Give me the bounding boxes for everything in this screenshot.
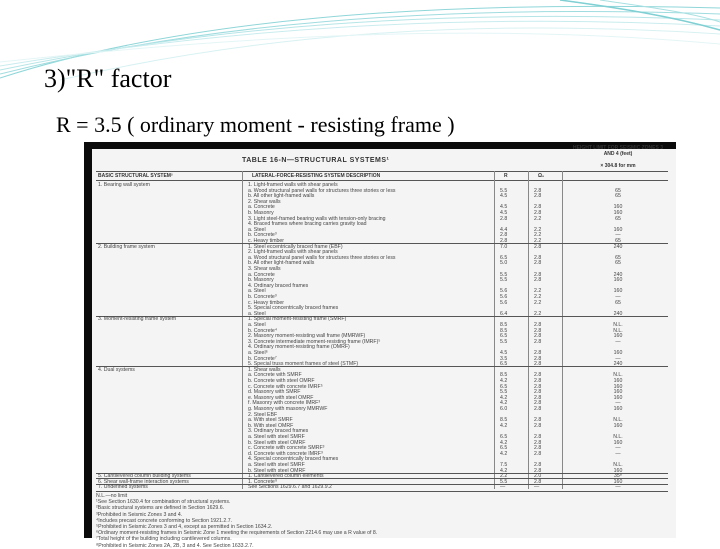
cell-r-value: 4.2: [500, 394, 508, 401]
cell-omega-value: 2.8: [534, 254, 542, 261]
cell-r-value: 5.6: [500, 294, 508, 300]
cell-omega-value: 2.2: [534, 288, 542, 295]
cell-r-value: 6.5: [500, 361, 508, 368]
cell-basic-system: 4. Dual systems: [98, 366, 135, 373]
cell-omega-value: 2.8: [534, 355, 542, 362]
cell-omega-value: 2.2: [534, 232, 542, 239]
cell-lateral-system: a. Steel: [248, 310, 266, 317]
cell-height-limit: 160: [613, 333, 623, 340]
cell-lateral-system: 5. Special concentrically braced frames: [248, 305, 339, 312]
cell-height-limit: —: [615, 232, 621, 239]
cell-r-value: 5.5: [500, 338, 508, 345]
cell-r-value: 5.5: [500, 478, 508, 485]
cell-height-limit: 240: [613, 361, 623, 368]
cell-omega-value: 2.8: [534, 277, 542, 284]
cell-height-limit: 240: [613, 243, 623, 250]
cell-height-limit: N.L.: [613, 462, 623, 468]
cell-height-limit: 160: [613, 406, 623, 412]
cell-height-limit: —: [615, 400, 621, 407]
cell-omega-value: 2.8: [534, 333, 542, 340]
cell-lateral-system: a. Steel: [248, 288, 266, 295]
cell-lateral-system: a. With steel SMRF: [248, 417, 293, 424]
cell-omega-value: 2.8: [534, 204, 542, 211]
cell-r-value: 6.5: [500, 434, 508, 440]
cell-r-value: 4.2: [500, 400, 508, 407]
cell-height-limit: —: [615, 294, 621, 300]
cell-height-limit: —: [615, 450, 621, 457]
cell-height-limit: 65: [615, 299, 621, 306]
cell-lateral-system: 5. Special truss moment frames of steel (STMF): [248, 361, 359, 368]
cell-r-value: 5.5: [500, 389, 508, 396]
cell-lateral-system: a. Steel⁶: [248, 350, 268, 356]
cell-lateral-system: f. Masonry with concrete IMRF³: [248, 400, 321, 407]
cell-lateral-system: 3. Ordinary braced frames: [248, 428, 309, 435]
structural-systems-table-image: [92, 145, 676, 549]
cell-lateral-system: See Sections 1629.6.7 and 1629.9.2: [248, 484, 332, 491]
cell-height-limit: 160: [613, 422, 623, 429]
cell-omega-value: 2.8: [534, 478, 542, 485]
cell-omega-value: 2.8: [534, 260, 542, 267]
cell-lateral-system: a. Steel with steel SMRF: [248, 462, 305, 468]
cell-lateral-system: e. Masonry with steel OMRF: [248, 394, 314, 401]
cell-r-value: 4.2: [500, 378, 508, 384]
cell-omega-value: 2.8: [534, 187, 542, 194]
cell-lateral-system: a. Steel: [248, 322, 266, 328]
header-bottom-rule: [96, 180, 668, 181]
cell-omega-value: 2.2: [534, 294, 542, 300]
cell-omega-value: 2.8: [534, 378, 542, 384]
cell-basic-system: 6. Shear wall-frame interaction systems: [98, 478, 189, 485]
cell-lateral-system: 3. Shear walls: [248, 266, 281, 272]
cell-lateral-system: b. Concrete³: [248, 294, 277, 300]
cell-omega-value: 2.8: [534, 450, 542, 457]
cell-height-limit: 160: [613, 467, 623, 474]
cell-height-limit: 160: [613, 350, 623, 356]
cell-lateral-system: a. Wood structural panel walls for structures three stories or less: [248, 187, 396, 194]
cell-lateral-system: a. Steel with steel SMRF: [248, 434, 305, 440]
row-group-divider: [96, 316, 668, 317]
cell-height-limit: 160: [613, 389, 623, 396]
cell-height-limit: —: [615, 445, 621, 452]
cell-omega-value: 2.2: [534, 215, 542, 222]
cell-r-value: 4.5: [500, 350, 508, 356]
cell-omega-value: 2.2: [534, 299, 542, 306]
cell-height-limit: —: [615, 338, 621, 345]
table-title: TABLE 16-N—STRUCTURAL SYSTEMS¹: [242, 157, 390, 164]
cell-height-limit: 65: [615, 238, 621, 244]
cell-lateral-system: 3. Concrete intermediate moment-resisting frame (IMRF)⁵: [248, 338, 381, 345]
cell-r-value: 7.5: [500, 462, 508, 468]
cell-basic-system: 5. Cantilevered column building systems: [98, 473, 191, 480]
cell-omega-value: 2.8: [534, 327, 542, 334]
cell-r-value: 4.4: [500, 226, 508, 233]
header-height-unit: × 304.8 for mm: [600, 163, 636, 169]
cell-r-value: 6.5: [500, 254, 508, 261]
footnote: N.L.—no limit: [96, 493, 128, 499]
cell-r-value: 5.5: [500, 187, 508, 194]
cell-omega-value: 2.8: [534, 210, 542, 216]
cell-lateral-system: a. Concrete with SMRF: [248, 372, 302, 379]
cell-height-limit: N.L.: [613, 417, 623, 424]
cell-lateral-system: b. With steel OMRF: [248, 422, 294, 429]
cell-r-value: 4.2: [500, 439, 508, 446]
cell-lateral-system: 4. Ordinary braced frames: [248, 282, 309, 289]
cell-r-value: 2.2: [500, 473, 508, 480]
cell-height-limit: 160: [613, 210, 623, 216]
cell-r-value: 2.8: [500, 232, 508, 239]
cell-height-limit: 65: [615, 215, 621, 222]
column-divider: [562, 171, 563, 489]
cell-r-value: 6.5: [500, 333, 508, 340]
cell-omega-value: 2.8: [534, 462, 542, 468]
cell-height-limit: 160: [613, 378, 623, 384]
cell-r-value: 5.6: [500, 299, 508, 306]
cell-r-value: 5.0: [500, 260, 508, 267]
cell-height-limit: 65: [615, 254, 621, 261]
cell-r-value: 5.5: [500, 277, 508, 284]
cell-r-value: 2.8: [500, 215, 508, 222]
cell-lateral-system: 4. Braced frames where bracing carries gravity load: [248, 221, 367, 228]
cell-r-value: 3.5: [500, 355, 508, 362]
cell-omega-value: 2.8: [534, 243, 542, 250]
cell-r-value: 8.5: [500, 327, 508, 334]
cell-omega-value: 2.8: [534, 338, 542, 345]
cell-omega-value: —: [534, 484, 540, 491]
cell-omega-value: 2.8: [534, 383, 542, 390]
cell-r-value: 4.5: [500, 210, 508, 216]
footnote: ²Basic structural systems are defined in Section 1629.6.: [96, 505, 225, 512]
cell-r-value: 8.5: [500, 372, 508, 379]
cell-lateral-system: a. Concrete: [248, 204, 275, 211]
cell-lateral-system: 4. Special concentrically braced frames: [248, 456, 339, 463]
cell-r-value: 6.4: [500, 310, 508, 317]
cell-lateral-system: g. Masonry with masonry MMRWF: [248, 406, 328, 412]
cell-r-value: 6.5: [500, 383, 508, 390]
header-basic-system: BASIC STRUCTURAL SYSTEM²: [98, 173, 173, 179]
cell-r-value: 6.0: [500, 406, 508, 412]
cell-r-value: 4.2: [500, 467, 508, 474]
cell-omega-value: 2.8: [534, 467, 542, 474]
cell-height-limit: 160: [613, 288, 623, 295]
cell-height-limit: 35⁸: [614, 473, 622, 480]
cell-height-limit: 65: [615, 193, 621, 200]
cell-omega-value: 2.8: [534, 193, 542, 200]
footnote: ⁴Includes precast concrete conforming to Section 1921.2.7.: [96, 517, 233, 524]
cell-omega-value: 2.8: [534, 422, 542, 429]
slide-subtitle: R = 3.5 ( ordinary moment - resisting frame ): [56, 112, 455, 137]
footnote: ⁸Prohibited in Seismic Zones 2A, 2B, 3 and 4. See Section 1633.2.7.: [96, 542, 254, 549]
cell-omega-value: 2.8: [534, 350, 542, 356]
column-divider: [242, 171, 243, 489]
row-group-divider: [96, 366, 668, 367]
cell-lateral-system: 4. Ordinary moment-resisting frame (OMRF): [248, 344, 350, 351]
footnote: ⁵Prohibited in Seismic Zones 3 and 4, except as permitted in Section 1634.2.: [96, 524, 273, 530]
cell-height-limit: 160: [613, 439, 623, 446]
slide-title: 3)"R" factor: [44, 64, 172, 93]
cell-lateral-system: b. Concrete³: [248, 232, 277, 239]
footnote: ¹See Section 1630.4 for combination of structural systems.: [96, 499, 231, 506]
cell-lateral-system: b. Masonry: [248, 210, 274, 216]
cell-lateral-system: 1. Special moment-resisting frame (SMRF): [248, 316, 347, 323]
cell-height-limit: —: [615, 484, 621, 491]
cell-omega-value: 2.8: [534, 417, 542, 424]
cell-lateral-system: b. Concrete with steel OMRF: [248, 378, 315, 384]
cell-r-value: 4.2: [500, 450, 508, 457]
cell-height-limit: N.L.: [613, 327, 623, 334]
cell-basic-system: 7. Undefined systems: [98, 484, 148, 491]
cell-r-value: 4.5: [500, 204, 508, 211]
table-top-rule: [96, 171, 668, 172]
cell-omega-value: 2.2: [534, 310, 542, 317]
cell-lateral-system: 2. Shear walls: [248, 198, 281, 205]
cell-r-value: 8.5: [500, 322, 508, 328]
cell-omega-value: 2.8: [534, 372, 542, 379]
cell-height-limit: 160: [613, 277, 623, 284]
cell-omega-value: 2.8: [534, 394, 542, 401]
cell-r-value: 4.5: [500, 193, 508, 200]
cell-lateral-system: b. Steel with steel OMRF: [248, 467, 306, 474]
cell-height-limit: 65: [615, 187, 621, 194]
cell-omega-value: 2.2: [534, 226, 542, 233]
cell-lateral-system: b. All other light-framed walls: [248, 260, 315, 267]
footnote: ³Prohibited in Seismic Zones 3 and 4.: [96, 511, 183, 518]
cell-height-limit: 160: [613, 383, 623, 390]
cell-omega-value: 2.8: [534, 400, 542, 407]
cell-lateral-system: c. Concrete with concrete SMRF³: [248, 445, 325, 452]
cell-basic-system: 2. Building frame system: [98, 243, 155, 250]
cell-lateral-system: 1. Concrete⁹: [248, 478, 278, 485]
column-divider: [528, 171, 529, 489]
cell-r-value: 4.2: [500, 422, 508, 429]
cell-lateral-system: 3. Light steel-framed bearing walls with tension-only bracing: [248, 215, 386, 222]
cell-lateral-system: b. All other light-framed walls: [248, 193, 315, 200]
cell-height-limit: —: [615, 355, 621, 362]
cell-omega-value: 2.2: [534, 238, 542, 244]
cell-lateral-system: a. Wood structural panel walls for structures three stories or less: [248, 254, 396, 261]
footnote: ⁶Ordinary moment-resisting frames in Seismic Zone 1 meeting the requirements of Section 2214.6 may use a R value of 8.: [96, 530, 378, 537]
cell-r-value: 8.5: [500, 417, 508, 424]
cell-r-value: 5.5: [500, 271, 508, 278]
cell-height-limit: 160: [613, 226, 623, 233]
header-lateral-system: LATERAL-FORCE-RESISTING SYSTEM DESCRIPTION: [252, 173, 381, 179]
header-height-limit: HEIGHT LIMIT FOR SEISMIC ZONES 3 AND 4 (feet): [572, 145, 663, 157]
cell-omega-value: 2.8: [534, 322, 542, 328]
cell-lateral-system: 1. Cantilevered column elements: [248, 473, 324, 480]
cell-lateral-system: 1. Shear walls: [248, 366, 281, 373]
cell-lateral-system: 2. Light-framed walls with shear panels: [248, 249, 338, 256]
cell-lateral-system: 1. Light-framed walls with shear panels: [248, 182, 338, 188]
cell-r-value: 5.6: [500, 288, 508, 295]
cell-height-limit: 65: [615, 260, 621, 267]
cell-lateral-system: b. Steel with steel OMRF: [248, 439, 306, 446]
cell-omega-value: 2.8: [534, 389, 542, 396]
cell-basic-system: 3. Moment-resisting frame system: [98, 316, 177, 323]
cell-lateral-system: a. Steel: [248, 226, 266, 233]
cell-lateral-system: b. Concrete⁷: [248, 355, 277, 362]
cell-lateral-system: b. Concrete⁴: [248, 327, 278, 334]
cell-basic-system: 1. Bearing wall system: [98, 182, 150, 188]
cell-lateral-system: 2. Steel EBF: [248, 411, 278, 418]
footnote: ⁷Total height of the building including cantilevered columns.: [96, 536, 232, 543]
cell-r-value: —: [500, 484, 506, 491]
header-omega: Ω₀: [538, 173, 545, 179]
cell-r-value: 2.8: [500, 238, 508, 244]
cell-height-limit: 240: [613, 310, 623, 317]
cell-omega-value: 2.8: [534, 434, 542, 440]
cell-height-limit: 160: [613, 478, 623, 485]
cell-omega-value: 2.8: [534, 439, 542, 446]
table-bottom-rule: [96, 491, 668, 492]
cell-r-value: 6.5: [500, 445, 508, 452]
cell-lateral-system: b. Masonry: [248, 277, 274, 284]
cell-omega-value: 2.8: [534, 361, 542, 368]
cell-height-limit: N.L.: [613, 322, 623, 328]
cell-lateral-system: d. Concrete with concrete IMRF³: [248, 450, 323, 457]
cell-height-limit: N.L.: [613, 372, 623, 379]
cell-lateral-system: c. Heavy timber: [248, 299, 285, 306]
header-r: R: [504, 173, 508, 179]
cell-lateral-system: 1. Steel eccentrically braced frame (EBF): [248, 243, 343, 250]
cell-lateral-system: d. Masonry with SMRF: [248, 389, 301, 396]
cell-omega-value: 2.8: [534, 445, 542, 452]
cell-height-limit: 160: [613, 204, 623, 211]
cell-height-limit: 240: [613, 271, 623, 278]
column-divider: [494, 171, 495, 489]
cell-height-limit: N.L.: [613, 434, 623, 440]
cell-omega-value: 2.8: [534, 406, 542, 412]
cell-omega-value: 2.8: [534, 271, 542, 278]
cell-lateral-system: a. Concrete: [248, 271, 275, 278]
cell-lateral-system: 2. Masonry moment-resisting wall frame (MMRWF): [248, 333, 366, 340]
cell-omega-value: 2.0: [534, 473, 542, 480]
cell-r-value: 7.0: [500, 243, 508, 250]
cell-lateral-system: c. Concrete with concrete IMRF⁵: [248, 383, 323, 390]
cell-lateral-system: c. Heavy timber: [248, 238, 285, 244]
cell-height-limit: 160: [613, 394, 623, 401]
